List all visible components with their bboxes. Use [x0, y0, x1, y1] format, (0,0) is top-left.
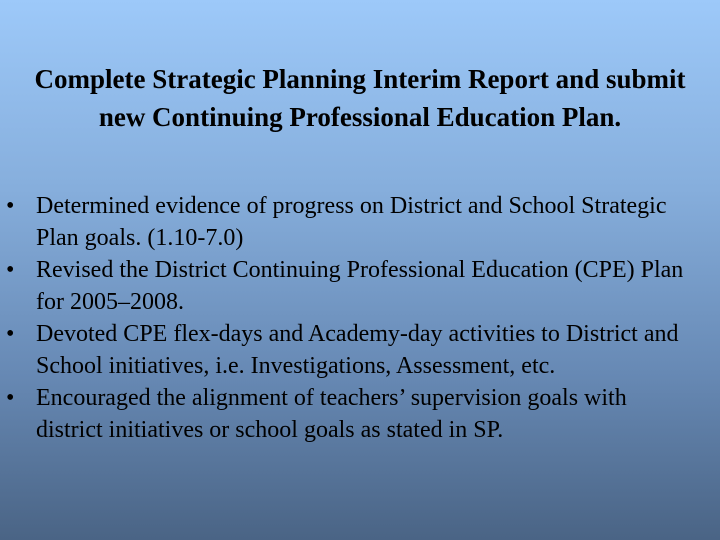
- bullet-text: Encouraged the alignment of teachers’ supervision goals with district initiatives or school goals as stated in SP.: [36, 385, 627, 443]
- bullet-icon: •: [6, 193, 15, 219]
- bullet-text: Determined evidence of progress on District and School Strategic Plan goals. (1.10-7.0): [36, 193, 667, 251]
- bullet-icon: •: [6, 321, 15, 347]
- bullet-text: Revised the District Continuing Professional Education (CPE) Plan for 2005–2008.: [36, 257, 684, 315]
- bullet-icon: •: [6, 385, 15, 411]
- bullet-item: [0, 190, 720, 254]
- slide-title: Complete Strategic Planning Interim Report and submit new Continuing Professional Education Plan.: [34, 64, 686, 132]
- bullet-text: Devoted CPE flex-days and Academy-day activities to District and School initiatives, i.e. Investigations, Assessment, etc.: [36, 321, 679, 379]
- bullet-item: [0, 318, 720, 382]
- bullet-item: [0, 382, 720, 446]
- bullet-item: [0, 254, 720, 318]
- bullet-list: [0, 190, 720, 446]
- bullet-icon: •: [6, 257, 15, 283]
